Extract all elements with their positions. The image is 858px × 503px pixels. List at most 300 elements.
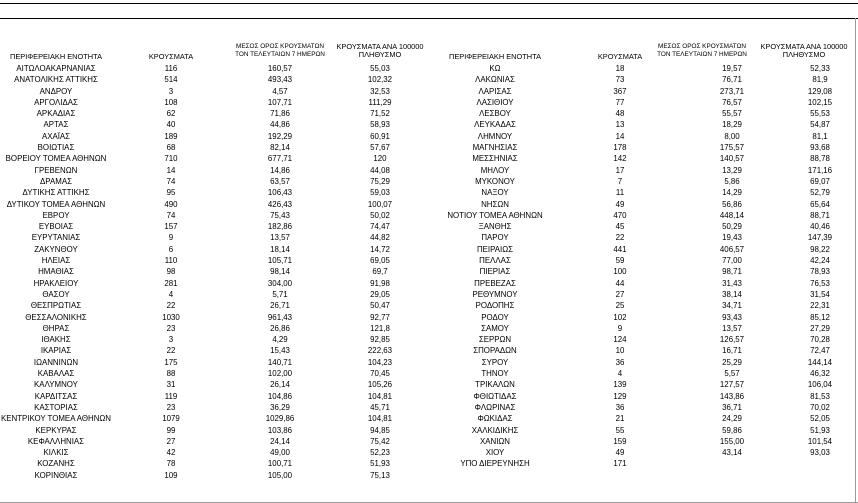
cases-per-100k-cell: 102,32 [367, 75, 393, 85]
table-row [0, 97, 430, 108]
table-row [0, 345, 430, 356]
cases-per-100k-cell: 78,93 [810, 267, 830, 277]
region-name-cell: ΚΟΖΑΝΗΣ [37, 459, 75, 469]
cases-per-100k-cell: 69,7 [372, 267, 388, 277]
cases-per-100k-cell: 81,9 [812, 75, 828, 85]
cases-per-100k-cell: 42,24 [810, 256, 830, 266]
region-name-cell: ΜΗΛΟΥ [480, 165, 510, 175]
cases-cell: 3 [168, 86, 174, 96]
seven-day-average-cell: 19,43 [722, 233, 742, 243]
table-row [0, 187, 430, 198]
seven-day-average-cell: 77,00 [722, 256, 742, 266]
header-avg-left-line1: ΜΕΣΟΣ ΟΡΟΣ ΚΡΟΥΣΜΑΤΩΝ [236, 43, 324, 50]
cases-cell: 36 [615, 357, 625, 367]
table-row [430, 266, 856, 277]
region-name-cell: ΚΑΣΤΟΡΙΑΣ [34, 402, 78, 412]
region-name-cell: ΚΩ [489, 64, 501, 73]
header-region-right: ΠΕΡΙΦΕΡΕΙΑΚΗ ΕΝΟΤΗΤΑ [449, 52, 541, 61]
cases-cell: 142 [613, 154, 627, 164]
cases-cell: 27 [615, 289, 625, 299]
region-name-cell: ΔΡΑΜΑΣ [40, 176, 72, 186]
cases-cell: 490 [164, 199, 178, 209]
cases-per-100k-cell: 92,77 [370, 312, 390, 322]
cases-per-100k-cell: 74,47 [370, 222, 390, 232]
seven-day-average-cell: 59,86 [722, 425, 742, 435]
region-name-cell: ΡΕΘΥΜΝΟΥ [472, 289, 518, 299]
seven-day-average-cell: 406,57 [719, 244, 745, 254]
table-row [430, 165, 856, 176]
table-row [430, 119, 856, 130]
cases-per-100k-cell: 100,07 [367, 199, 393, 209]
cases-cell: 13 [615, 120, 625, 130]
table-row [0, 368, 430, 379]
cases-per-100k-cell: 120 [373, 154, 387, 164]
cases-cell: 4 [617, 369, 623, 379]
cases-cell: 21 [615, 414, 625, 424]
cases-cell: 95 [166, 188, 176, 198]
header-per100k-right-line2: ΠΛΗΘΥΣΜΟ [782, 50, 826, 59]
cases-cell: 27 [166, 436, 176, 446]
cases-cell: 98 [166, 267, 176, 277]
cases-cell: 1030 [162, 312, 180, 322]
table-row [0, 210, 430, 221]
cases-per-100k-cell: 88,71 [810, 210, 830, 220]
seven-day-average-cell: 961,43 [267, 312, 293, 322]
region-name-cell: ΛΑΣΙΘΙΟΥ [476, 97, 514, 107]
cases-per-100k-cell: 52,79 [810, 188, 830, 198]
region-name-cell: ΚΕΡΚΥΡΑΣ [35, 425, 77, 435]
cases-per-100k-cell: 93,03 [810, 448, 830, 458]
seven-day-average-cell: 55,57 [722, 109, 742, 119]
region-name-cell: ΝΗΣΩΝ [481, 199, 509, 209]
cases-cell: 77 [615, 97, 625, 107]
seven-day-average-cell: 102,00 [267, 369, 293, 379]
seven-day-average-cell: 24,29 [722, 414, 742, 424]
cases-cell: 40 [166, 120, 176, 130]
region-name-cell: ΗΜΑΘΙΑΣ [38, 267, 74, 277]
table-row [430, 402, 856, 413]
cases-cell: 59 [615, 256, 625, 266]
seven-day-average-cell: 5,57 [724, 369, 740, 379]
table-row [430, 458, 856, 469]
seven-day-average-cell: 5,71 [272, 289, 288, 299]
seven-day-average-cell: 14,86 [270, 165, 290, 175]
table-row [0, 289, 430, 300]
seven-day-average-cell: 13,57 [722, 323, 742, 333]
table-row [0, 165, 430, 176]
cases-per-100k-cell: 29,05 [370, 289, 390, 299]
region-name-cell: ΣΥΡΟΥ [481, 357, 509, 367]
cases-cell: 159 [613, 436, 627, 446]
cases-cell: 9 [617, 323, 623, 333]
table-row [0, 391, 430, 402]
region-name-cell: ΣΑΜΟΥ [481, 323, 509, 333]
cases-per-100k-cell: 104,23 [367, 357, 393, 367]
seven-day-average-cell: 98,14 [270, 267, 290, 277]
seven-day-average-cell: 49,00 [270, 448, 290, 458]
table-row [0, 86, 430, 97]
cases-cell: 157 [164, 222, 178, 232]
seven-day-average-cell: 75,43 [270, 210, 290, 220]
cases-per-100k-cell: 54,87 [810, 120, 830, 130]
cases-per-100k-cell [784, 458, 856, 469]
region-name-cell: ΠΕΛΛΑΣ [479, 256, 511, 266]
table-row [0, 255, 430, 266]
region-name-cell: ΧΑΛΚΙΔΙΚΗΣ [471, 425, 519, 435]
seven-day-average-cell: 105,71 [267, 256, 293, 266]
cases-per-100k-cell: 31,54 [810, 289, 830, 299]
region-name-cell: ΚΙΛΚΙΣ [43, 448, 69, 458]
region-name-cell: ΑΡΓΟΛΙΔΑΣ [34, 97, 78, 107]
cases-per-100k-cell: 44,82 [370, 233, 390, 243]
region-name-cell: ΝΑΞΟΥ [481, 188, 509, 198]
table-row [0, 413, 430, 424]
cases-cell: 175 [164, 357, 178, 367]
cases-cell: 14 [166, 165, 176, 175]
seven-day-average-cell: 36,71 [722, 402, 742, 412]
table-row [430, 436, 856, 447]
seven-day-average-cell: 31,43 [722, 278, 742, 288]
region-name-cell: ΣΕΡΡΩΝ [478, 335, 512, 345]
table-row [430, 334, 856, 345]
cases-cell: 73 [615, 75, 625, 85]
table-row [0, 379, 430, 390]
seven-day-average-cell: 100,71 [267, 459, 293, 469]
table-row [0, 119, 430, 130]
cases-per-100k-cell: 75,42 [370, 436, 390, 446]
region-name-cell: ΤΗΝΟΥ [481, 369, 509, 379]
cases-cell: 78 [166, 459, 176, 469]
cases-per-100k-cell: 222,63 [367, 346, 393, 356]
table-row [0, 232, 430, 243]
cases-cell: 23 [166, 402, 176, 412]
table-row [0, 402, 430, 413]
table-row [430, 312, 856, 323]
seven-day-average-cell: 43,14 [722, 448, 742, 458]
cases-cell: 45 [615, 222, 625, 232]
table-row [430, 131, 856, 142]
region-name-cell: ΦΘΙΩΤΙΔΑΣ [473, 391, 517, 401]
table-row [430, 74, 856, 85]
region-name-cell: ΒΟΙΩΤΙΑΣ [37, 143, 75, 153]
region-name-cell: ΑΧΑΪΑΣ [41, 131, 71, 141]
cases-per-100k-cell: 94,85 [370, 425, 390, 435]
cases-per-100k-cell: 55,53 [810, 109, 830, 119]
cases-cell: 100 [613, 267, 627, 277]
cases-cell: 9 [168, 233, 174, 243]
seven-day-average-cell: 26,86 [270, 323, 290, 333]
cases-cell: 6 [168, 244, 174, 254]
seven-day-average-cell: 18,29 [722, 120, 742, 130]
cases-cell: 31 [166, 380, 176, 390]
region-name-cell: ΗΛΕΙΑΣ [41, 256, 71, 266]
region-name-cell: ΡΟΔΟΠΗΣ [475, 301, 515, 311]
cases-per-100k-cell: 51,93 [370, 459, 390, 469]
table-row [0, 334, 430, 345]
table-row [430, 232, 856, 243]
cases-cell: 17 [615, 165, 625, 175]
region-name-cell: ΙΩΑΝΝΙΝΩΝ [33, 357, 79, 367]
region-name-cell: ΚΕΦΑΛΛΗΝΙΑΣ [27, 436, 85, 446]
table-row [430, 210, 856, 221]
region-name-cell: ΗΡΑΚΛΕΙΟΥ [33, 278, 79, 288]
table-row [0, 153, 430, 164]
region-name-cell: ΛΕΣΒΟΥ [479, 109, 511, 119]
table-row [430, 244, 856, 255]
cases-cell: 23 [166, 323, 176, 333]
region-name-cell: ΦΩΚΙΔΑΣ [477, 414, 513, 424]
cases-per-100k-cell: 40,46 [810, 222, 830, 232]
cases-cell: 99 [166, 425, 176, 435]
region-name-cell: ΑΝΑΤΟΛΙΚΗΣ ΑΤΤΙΚΗΣ [14, 75, 98, 85]
table-row [0, 63, 430, 74]
cases-per-100k-cell: 55,03 [370, 64, 390, 73]
cases-per-100k-cell: 92,85 [370, 335, 390, 345]
header-per100k-right [754, 43, 854, 59]
region-name-cell: ΑΡΤΑΣ [43, 120, 69, 130]
seven-day-average-cell: 34,71 [722, 301, 742, 311]
cases-per-100k-cell: 147,39 [807, 233, 833, 243]
region-name-cell: ΠΡΕΒΕΖΑΣ [474, 278, 516, 288]
cases-cell: 110 [164, 256, 178, 266]
cases-cell: 109 [164, 470, 178, 480]
cases-table-left [0, 63, 430, 481]
seven-day-average-cell: 15,43 [270, 346, 290, 356]
seven-day-average-cell: 5,86 [724, 176, 740, 186]
cases-per-100k-cell: 104,81 [367, 391, 393, 401]
cases-cell: 281 [164, 278, 178, 288]
cases-per-100k-cell: 27,29 [810, 323, 830, 333]
cases-cell: 7 [617, 176, 623, 186]
cases-cell: 55 [615, 425, 625, 435]
seven-day-average-cell: 273,71 [719, 86, 745, 96]
cases-cell: 88 [166, 369, 176, 379]
cases-cell: 10 [615, 346, 625, 356]
cases-cell: 48 [615, 109, 625, 119]
table-row [430, 425, 856, 436]
seven-day-average-cell: 76,57 [722, 97, 742, 107]
cases-cell: 62 [166, 109, 176, 119]
seven-day-average-cell: 98,71 [722, 267, 742, 277]
cases-cell: 25 [615, 301, 625, 311]
region-name-cell: ΑΝΔΡΟΥ [39, 86, 73, 96]
cases-cell: 116 [164, 64, 178, 73]
seven-day-average-cell: 4,57 [272, 86, 288, 96]
seven-day-average-cell: 175,57 [719, 143, 745, 153]
cases-cell: 11 [615, 188, 625, 198]
table-row [0, 436, 430, 447]
seven-day-average-cell: 44,86 [270, 120, 290, 130]
cases-cell: 189 [164, 131, 178, 141]
seven-day-average-cell: 143,86 [719, 391, 745, 401]
table-row [430, 289, 856, 300]
seven-day-average-cell: 192,29 [267, 131, 293, 141]
seven-day-average-cell: 182,86 [267, 222, 293, 232]
header-avg-left [230, 43, 330, 58]
table-row [0, 74, 430, 85]
seven-day-average-cell: 493,43 [267, 75, 293, 85]
seven-day-average-cell: 155,00 [719, 436, 745, 446]
seven-day-average-cell [680, 458, 784, 469]
table-row [430, 413, 856, 424]
seven-day-average-cell: 26,14 [270, 380, 290, 390]
cases-per-100k-cell: 75,13 [370, 470, 390, 480]
table-row [430, 187, 856, 198]
seven-day-average-cell: 104,86 [267, 391, 293, 401]
cases-cell: 36 [615, 402, 625, 412]
region-name-cell: ΜΑΓΝΗΣΙΑΣ [472, 143, 518, 153]
table-row [0, 199, 430, 210]
cases-per-100k-cell: 44,08 [370, 165, 390, 175]
cases-per-100k-cell: 32,53 [370, 86, 390, 96]
seven-day-average-cell: 82,14 [270, 143, 290, 153]
cases-cell: 367 [613, 86, 627, 96]
cases-per-100k-cell: 46,32 [810, 369, 830, 379]
cases-per-100k-cell: 45,71 [370, 402, 390, 412]
table-row [0, 425, 430, 436]
seven-day-average-cell: 16,71 [722, 346, 742, 356]
seven-day-average-cell: 93,43 [722, 312, 742, 322]
cases-per-100k-cell: 104,81 [367, 414, 393, 424]
cases-per-100k-cell: 106,04 [807, 380, 833, 390]
region-name-cell: ΕΥΒΟΙΑΣ [38, 222, 74, 232]
seven-day-average-cell: 106,43 [267, 188, 293, 198]
header-avg-right-line2: ΤΟΝ ΤΕΛΕΥΤΑΙΩΝ 7 ΗΜΕΡΩΝ [657, 50, 747, 58]
cases-per-100k-cell: 65,64 [810, 199, 830, 209]
region-name-cell: ΕΥΡΥΤΑΝΙΑΣ [31, 233, 81, 243]
top-rule-1 [0, 3, 858, 4]
table-row [0, 470, 430, 481]
region-name-cell: ΑΙΤΩΛΟΑΚΑΡΝΑΝΙΑΣ [16, 64, 96, 73]
table-row [430, 368, 856, 379]
cases-cell: 18 [615, 64, 625, 73]
cases-per-100k-cell: 102,15 [807, 97, 833, 107]
seven-day-average-cell: 448,14 [719, 210, 745, 220]
cases-cell: 68 [166, 143, 176, 153]
cases-per-100k-cell: 72,47 [810, 346, 830, 356]
seven-day-average-cell: 18,14 [270, 244, 290, 254]
cases-per-100k-cell: 91,98 [370, 278, 390, 288]
table-row [430, 199, 856, 210]
seven-day-average-cell: 56,86 [722, 199, 742, 209]
cases-cell: 74 [166, 176, 176, 186]
region-name-cell: ΛΕΥΚΑΔΑΣ [474, 120, 516, 130]
table-row [0, 244, 430, 255]
cases-per-100k-cell: 88,78 [810, 154, 830, 164]
table-row [430, 255, 856, 266]
region-name-cell: ΜΕΣΣΗΝΙΑΣ [472, 154, 518, 164]
cases-per-100k-cell: 52,05 [810, 414, 830, 424]
seven-day-average-cell: 76,71 [722, 75, 742, 85]
top-rule-2 [0, 18, 858, 19]
cases-per-100k-cell: 57,67 [370, 143, 390, 153]
cases-per-100k-cell: 52,23 [370, 448, 390, 458]
region-name-cell: ΘΕΣΣΑΛΟΝΙΚΗΣ [25, 312, 87, 322]
region-name-cell: ΑΡΚΑΔΙΑΣ [36, 109, 76, 119]
region-name-cell: ΚΑΡΔΙΤΣΑΣ [34, 391, 78, 401]
cases-cell: 119 [164, 391, 178, 401]
cases-per-100k-cell: 93,68 [810, 143, 830, 153]
region-name-cell: ΘΑΣΟΥ [42, 289, 70, 299]
table-row [430, 447, 856, 458]
cases-per-100k-cell: 50,47 [370, 301, 390, 311]
region-name-cell: ΖΑΚΥΝΘΟΥ [34, 244, 78, 254]
cases-per-100k-cell: 60,91 [370, 131, 390, 141]
region-name-cell: ΔΥΤΙΚΗΣ ΑΤΤΙΚΗΣ [22, 188, 90, 198]
header-cases-right: ΚΡΟΥΣΜΑΤΑ [597, 52, 643, 61]
seven-day-average-cell: 13,57 [270, 233, 290, 243]
region-name-cell: ΠΕΙΡΑΙΩΣ [476, 244, 514, 254]
header-avg-left-line2: ΤΟΝ ΤΕΛΕΥΤΑΙΩΝ 7 ΗΜΕΡΩΝ [235, 50, 325, 58]
region-name-cell: ΘΗΡΑΣ [42, 323, 70, 333]
cases-per-100k-cell: 51,93 [810, 425, 830, 435]
cases-per-100k-cell: 111,29 [368, 97, 392, 107]
table-row [0, 357, 430, 368]
region-name-cell: ΚΕΝΤΡΙΚΟΥ ΤΟΜΕΑ ΑΘΗΝΩΝ [0, 414, 112, 424]
seven-day-average-cell: 24,14 [270, 436, 290, 446]
table-row [430, 391, 856, 402]
table-row [430, 357, 856, 368]
cases-per-100k-cell: 50,02 [370, 210, 390, 220]
header-avg-right-line1: ΜΕΣΟΣ ΟΡΟΣ ΚΡΟΥΣΜΑΤΩΝ [658, 43, 746, 50]
header-per100k-left-line1: ΚΡΟΥΣΜΑΤΑ ΑΝΑ 100000 [336, 42, 424, 51]
cases-per-100k-cell: 85,12 [810, 312, 830, 322]
seven-day-average-cell: 38,14 [722, 289, 742, 299]
header-per100k-left [330, 43, 430, 59]
region-name-cell: ΘΕΣΠΡΩΤΙΑΣ [30, 301, 82, 311]
region-name-cell: ΥΠΟ ΔΙΕΡΕΥΝΗΣΗ [460, 459, 530, 469]
cases-per-100k-cell: 14,72 [370, 244, 390, 254]
cases-per-100k-cell: 52,33 [810, 64, 830, 73]
cases-per-100k-cell: 98,22 [810, 244, 830, 254]
seven-day-average-cell: 19,57 [722, 64, 742, 73]
seven-day-average-cell: 127,57 [719, 380, 745, 390]
seven-day-average-cell: 160,57 [267, 64, 293, 73]
seven-day-average-cell: 140,71 [267, 357, 293, 367]
seven-day-average-cell: 71,86 [270, 109, 290, 119]
cases-per-100k-cell: 70,28 [810, 335, 830, 345]
table-row [430, 97, 856, 108]
region-name-cell: ΞΑΝΘΗΣ [478, 222, 512, 232]
table-row [430, 63, 856, 74]
table-row [430, 153, 856, 164]
region-name-cell: ΧΙΟΥ [485, 448, 505, 458]
cases-cell: 139 [613, 380, 627, 390]
table-row [0, 221, 430, 232]
cases-cell: 14 [615, 131, 625, 141]
cases-per-100k-cell: 76,53 [810, 278, 830, 288]
cases-per-100k-cell: 129,08 [807, 86, 833, 96]
cases-per-100k-cell: 81,53 [810, 391, 830, 401]
seven-day-average-cell: 105,00 [267, 470, 293, 480]
header-cases-left: ΚΡΟΥΣΜΑΤΑ [148, 52, 194, 61]
seven-day-average-cell: 126,57 [719, 335, 745, 345]
seven-day-average-cell: 140,57 [719, 154, 745, 164]
header-per100k-right-line1: ΚΡΟΥΣΜΑΤΑ ΑΝΑ 100000 [760, 42, 848, 51]
region-name-cell: ΜΥΚΟΝΟΥ [475, 176, 515, 186]
cases-cell: 129 [613, 391, 627, 401]
region-name-cell: ΙΚΑΡΙΑΣ [40, 346, 72, 356]
table-row [430, 142, 856, 153]
cases-per-100k-cell: 105,26 [367, 380, 393, 390]
table-row [430, 278, 856, 289]
seven-day-average-cell: 426,43 [267, 199, 293, 209]
cases-cell: 22 [166, 346, 176, 356]
cases-cell: 3 [168, 335, 174, 345]
cases-cell: 44 [615, 278, 625, 288]
cases-per-100k-cell: 144,14 [807, 357, 833, 367]
cases-per-100k-cell: 59,03 [370, 188, 390, 198]
